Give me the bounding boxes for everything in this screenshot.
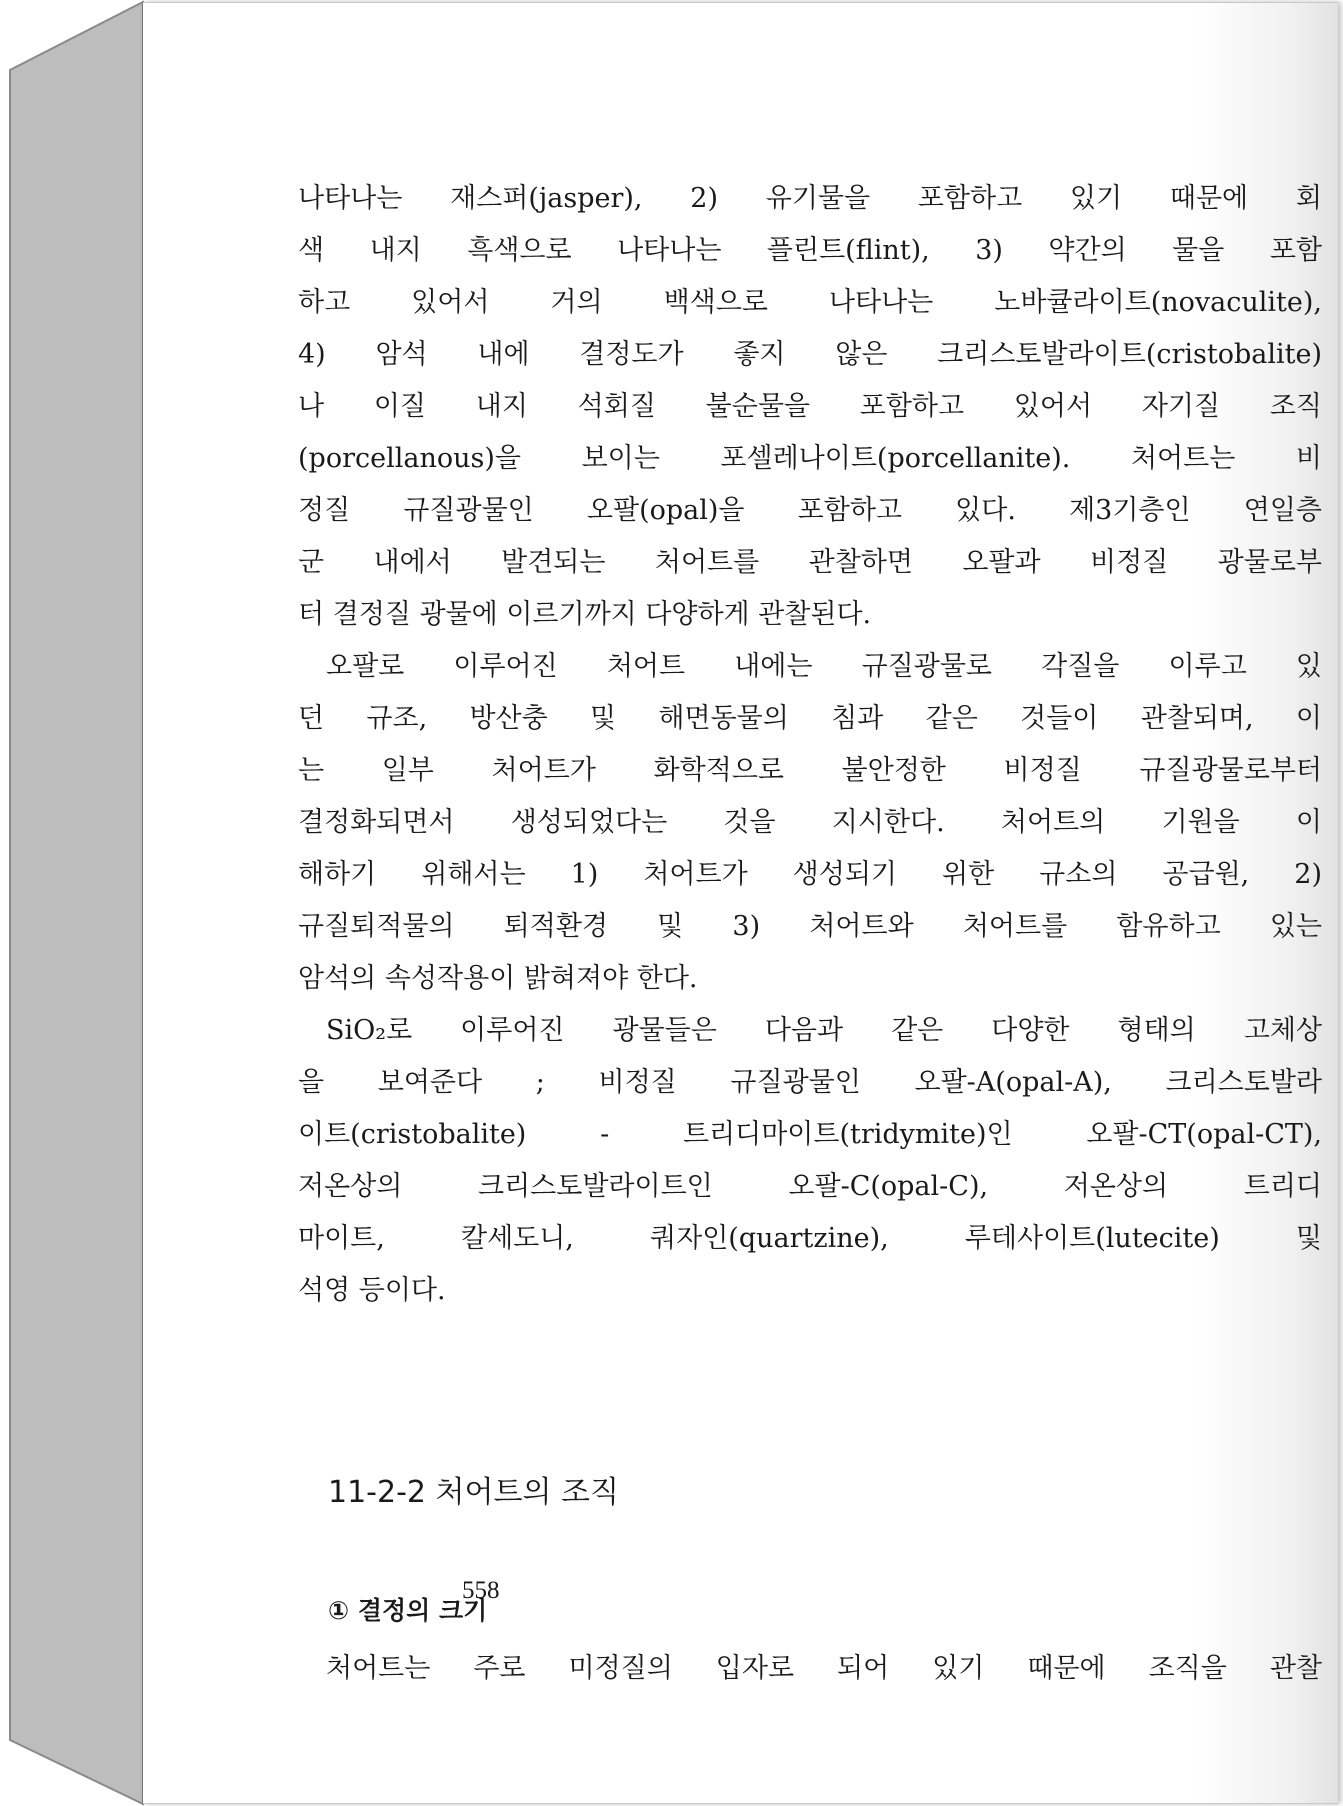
paragraph-line: (porcellanous)을 보이는 포셀레나이트(porcellanite). 처어트는 비: [298, 443, 1322, 474]
paragraph-line: 오팔로 이루어진 처어트 내에는 규질광물로 각질을 이루고 있: [326, 651, 1322, 682]
paragraph-line: 터 결정질 광물에 이르기까지 다양하게 관찰된다.: [298, 599, 872, 630]
paragraph-line: 을 보여준다 ; 비정질 규질광물인 오팔-A(opal-A), 크리스토발라: [298, 1067, 1322, 1098]
paragraph-line: SiO₂로 이루어진 광물들은 다음과 같은 다양한 형태의 고체상: [326, 1015, 1322, 1046]
paragraph-line: 는 일부 처어트가 화학적으로 불안정한 비정질 규질광물로부터: [298, 755, 1322, 786]
paragraph-line: 나타나는 재스퍼(jasper), 2) 유기물을 포함하고 있기 때문에 회: [298, 183, 1322, 214]
paragraph-line: 정질 규질광물인 오팔(opal)을 포함하고 있다. 제3기층인 연일층: [298, 495, 1322, 526]
paragraph-line: 결정화되면서 생성되었다는 것을 지시한다. 처어트의 기원을 이: [298, 807, 1322, 838]
document-page: [143, 2, 1338, 1804]
paragraph-line: 색 내지 흑색으로 나타나는 플린트(flint), 3) 약간의 물을 포함: [298, 235, 1322, 266]
paragraph-line: 석영 등이다.: [298, 1275, 446, 1306]
paragraph-line: 해하기 위해서는 1) 처어트가 생성되기 위한 규소의 공급원, 2): [298, 859, 1322, 890]
page-body: [298, 173, 1322, 1684]
sub-heading: ① 결정의 크기: [328, 1596, 488, 1625]
page-number: 558: [462, 1577, 500, 1604]
paragraph-line: 하고 있어서 거의 백색으로 나타나는 노바큘라이트(novaculite),: [298, 287, 1322, 318]
paragraph-line: 마이트, 칼세도니, 쿼자인(quartzine), 루테사이트(lutecite) 및: [298, 1223, 1322, 1254]
section-heading: 11-2-2 처어트의 조직: [328, 1475, 619, 1510]
paragraph-line: 던 규조, 방산충 및 해면동물의 침과 같은 것들이 관찰되며, 이: [298, 703, 1322, 734]
paragraph-line: 군 내에서 발견되는 처어트를 관찰하면 오팔과 비정질 광물로부: [298, 547, 1322, 578]
paragraph-line: 4) 암석 내에 결정도가 좋지 않은 크리스토발라이트(cristobalite): [298, 339, 1322, 370]
paragraph-line: 저온상의 크리스토발라이트인 오팔-C(opal-C), 저온상의 트리디: [298, 1171, 1322, 1202]
paragraph-line: 암석의 속성작용이 밝혀져야 한다.: [298, 963, 698, 994]
paragraph-line: 이트(cristobalite) - 트리디마이트(tridymite)인 오팔-CT(opal-CT),: [298, 1119, 1322, 1150]
paragraph-line: 처어트는 주로 미정질의 입자로 되어 있기 때문에 조직을 관찰: [326, 1653, 1322, 1684]
paragraph-line: 규질퇴적물의 퇴적환경 및 3) 처어트와 처어트를 함유하고 있는: [298, 911, 1322, 942]
paragraph-line: 나 이질 내지 석회질 불순물을 포함하고 있어서 자기질 조직: [298, 391, 1322, 422]
